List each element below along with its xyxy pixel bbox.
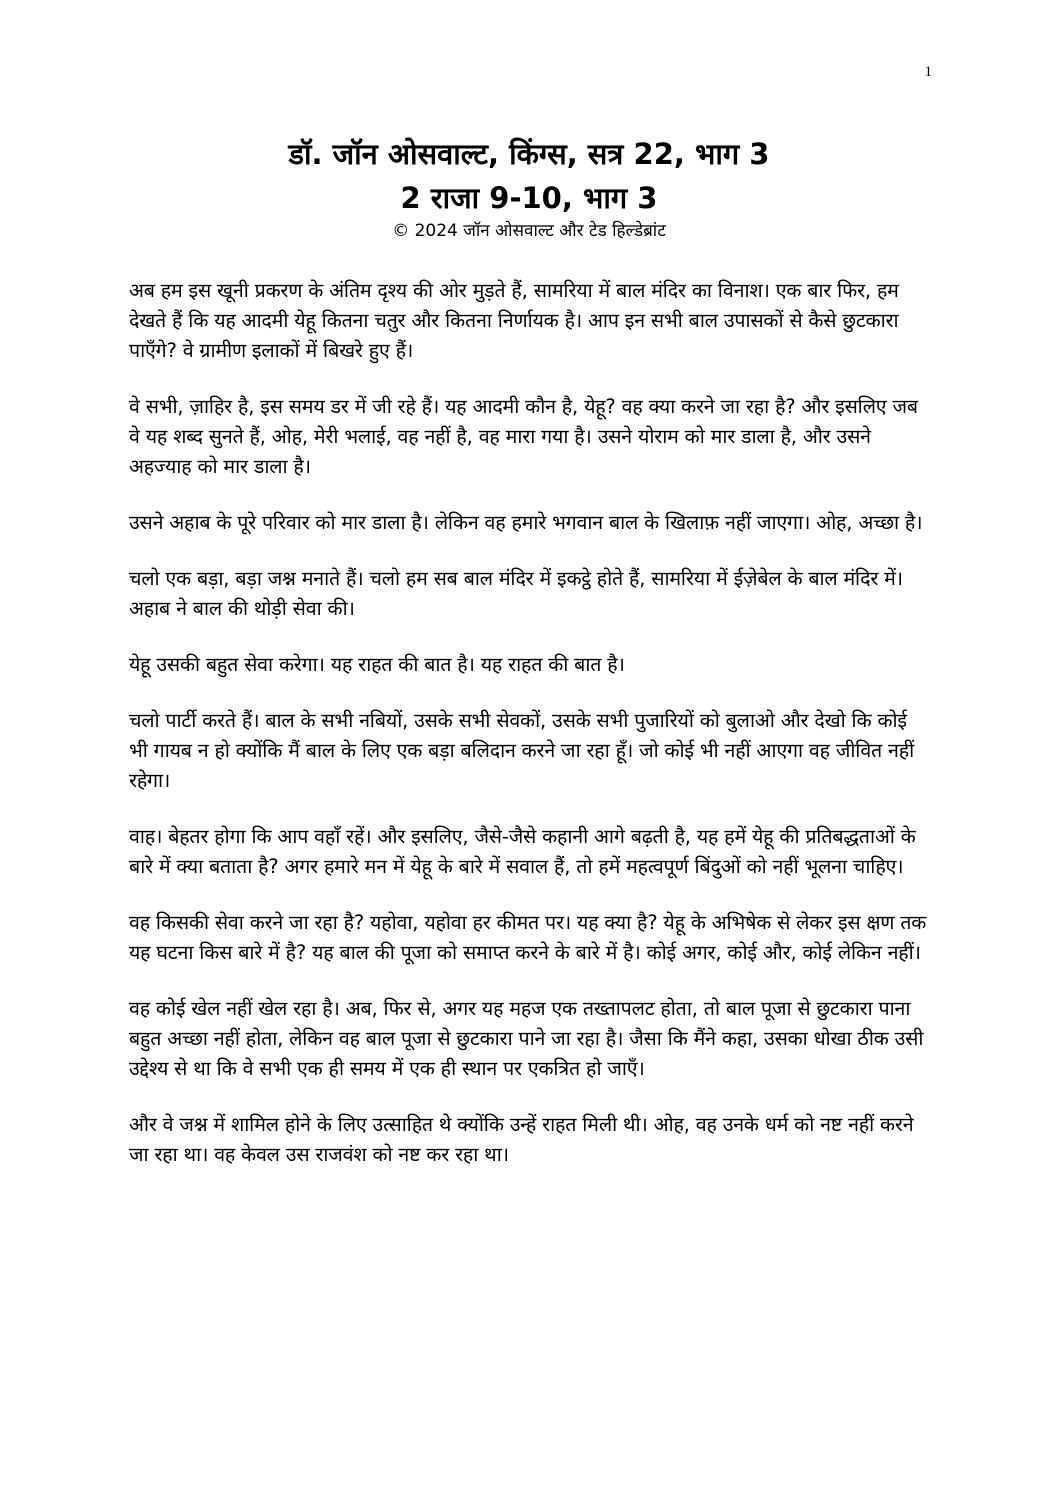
document-title: डॉ. जॉन ओसवाल्ट, किंग्स, सत्र 22, भाग 3 [288,137,770,171]
document-subtitle: 2 राजा 9-10, भाग 3 [400,181,658,215]
paragraph: चलो एक बड़ा, बड़ा जश्न मनाते हैं। चलो हम सब बाल मंदिर में इकट्ठे होते हैं, सामरिया में ईज़ेबेल के बाल मंदिर में। अहाब ने बाल की थोड़ी सेवा की। [129,567,903,620]
document-body [129,276,929,1196]
document-header [0,132,1058,242]
paragraph: वे सभी, ज़ाहिर है, इस समय डर में जी रहे हैं। यह आदमी कौन है, येहू? वह क्या करने जा रहा है? और इसलिए जब वे यह शब्द सुनते हैं, ओह, मेरी भलाई, वह नहीं है, वह मारा गया है। उसने योराम को मार डाला है, और उसने अहज्याह को मार डाला है। [129,395,918,478]
page-number: 1 [924,64,932,80]
paragraph: चलो पार्टी करते हैं। बाल के सभी नबियों, उसके सभी सेवकों, उसके सभी पुजारियों को बुलाओ और देखो कि कोई भी गायब न हो क्योंकि मैं बाल के लिए एक बड़ा बलिदान करने जा रहा हूँ। जो कोई भी नहीं आएगा वह जीवित नहीं रहेगा। [129,709,914,792]
copyright-line: © 2024 जॉन ओसवाल्ट और टेड हिल्डेब्रांट [392,221,666,241]
paragraph: येहू उसकी बहुत सेवा करेगा। यह राहत की बात है। यह राहत की बात है। [129,653,625,676]
paragraph: उसने अहाब के पूरे परिवार को मार डाला है। लेकिन वह हमारे भगवान बाल के खिलाफ़ नहीं जाएगा। ओह, अच्छा है। [129,511,923,534]
paragraph: वह कोई खेल नहीं खेल रहा है। अब, फिर से, अगर यह महज एक तख्तापलट होता, तो बाल पूजा से छुटकारा पाना बहुत अच्छा नहीं होता, लेकिन वह बाल पूजा से छुटकारा पाने जा रहा है। जैसा कि मैंने कहा, उसका धोखा ठीक उसी उद्देश्य से था कि वे सभी एक ही समय में एक ही स्थान पर एकत्रित हो जाएँ। [129,997,924,1080]
paragraph: अब हम इस खूनी प्रकरण के अंतिम दृश्य की ओर मुड़ते हैं, सामरिया में बाल मंदिर का विनाश। एक बार फिर, हम देखते हैं कि यह आदमी येहू कितना चतुर और कितना निर्णायक है। आप इन सभी बाल उपासकों से कैसे छुटकारा पाएँगे? वे ग्रामीण इलाकों में बिखरे हुए हैं। [129,279,899,362]
paragraph: वह किसकी सेवा करने जा रहा है? यहोवा, यहोवा हर कीमत पर। यह क्या है? येहू के अभिषेक से लेकर इस क्षण तक यह घटना किस बारे में है? यह बाल की पूजा को समाप्त करने के बारे में है। कोई अगर, कोई और, कोई लेकिन नहीं। [129,911,927,964]
paragraph: और वे जश्न में शामिल होने के लिए उत्साहित थे क्योंकि उन्हें राहत मिली थी। ओह, वह उनके धर्म को नष्ट नहीं करने जा रहा था। वह केवल उस राजवंश को नष्ट कर रहा था। [129,1113,914,1166]
paragraph: वाह। बेहतर होगा कि आप वहाँ रहें। और इसलिए, जैसे-जैसे कहानी आगे बढ़ती है, यह हमें येहू की प्रतिबद्धताओं के बारे में क्या बताता है? अगर हमारे मन में येहू के बारे में सवाल हैं, तो हमें महत्वपूर्ण बिंदुओं को नहीं भूलना चाहिए। [129,825,916,878]
